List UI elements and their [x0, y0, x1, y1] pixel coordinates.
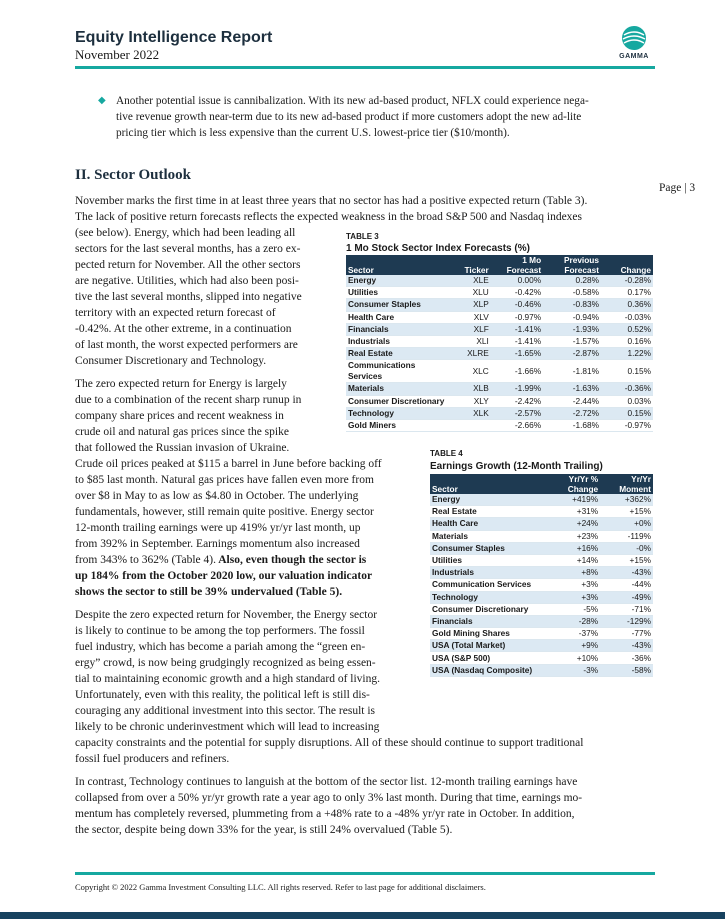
sector-cell: Consumer Discretionary [346, 395, 450, 407]
table4-label: TABLE 4 [430, 449, 463, 458]
table3-header: Change [601, 255, 653, 275]
sector-cell: Communication Services [430, 579, 542, 591]
value-cell: -129% [600, 615, 653, 627]
table3-label: TABLE 3 [346, 232, 379, 241]
table3-header: Previous Forecast [543, 255, 601, 275]
paragraph-line: from 392% in September. Earnings momentum also increased [75, 538, 360, 550]
value-cell: -1.68% [543, 419, 601, 431]
value-cell: +15% [600, 554, 653, 566]
section-heading: II. Sector Outlook [75, 167, 191, 183]
table3-title: 1 Mo Stock Sector Index Forecasts (%) [346, 243, 530, 254]
value-cell: +24% [542, 518, 600, 530]
paragraph-line: sectors for the last several months, has a zero ex- [75, 243, 301, 255]
value-cell: +9% [542, 640, 600, 652]
paragraph-line: the sector, despite being down 33% for the year, is still 24% overvalued (Table 5). [75, 824, 453, 836]
value-cell: XLY [450, 395, 491, 407]
sector-cell: Gold Miners [346, 419, 450, 431]
sector-cell: Technology [346, 407, 450, 419]
value-cell: XLV [450, 311, 491, 323]
bullet-line: pricing tier which is less expensive than the current U.S. lowest-price tier ($10/month). [116, 127, 510, 139]
table-row [346, 275, 653, 287]
table4 [430, 474, 653, 677]
value-cell: 0.52% [601, 323, 653, 335]
table-row [430, 542, 653, 554]
sector-cell: Materials [430, 530, 542, 542]
value-cell: XLK [450, 407, 491, 419]
value-cell: -0.58% [543, 287, 601, 299]
sector-cell: Communications Services [346, 360, 450, 383]
logo-text: GAMMA [619, 53, 649, 60]
sector-cell: Technology [430, 591, 542, 603]
sector-cell: Consumer Discretionary [430, 603, 542, 615]
value-cell: -0.28% [601, 275, 653, 287]
value-cell: -2.44% [543, 395, 601, 407]
paragraph-line: ergy” crowd, is now being grudgingly recognized as being essen- [75, 657, 376, 669]
table3-header: Ticker [450, 255, 491, 275]
value-cell: -2.42% [491, 395, 543, 407]
table-row [346, 360, 653, 383]
value-cell: +362% [600, 494, 653, 506]
value-cell: -1.65% [491, 348, 543, 360]
value-cell: XLU [450, 287, 491, 299]
paragraph-line-bold: shows the sector to still be 39% undervalued (Table 5). [75, 586, 343, 598]
paragraph-line: to $85 last month. Natural gas prices have fallen even more from [75, 474, 374, 486]
value-cell: -2.57% [491, 407, 543, 419]
table-row [430, 615, 653, 627]
value-cell: 1.22% [601, 348, 653, 360]
value-cell: -1.57% [543, 335, 601, 347]
sector-cell: USA (Nasdaq Composite) [430, 664, 542, 676]
value-cell: -0.97% [601, 419, 653, 431]
paragraph-line-bold: up 184% from the October 2020 low, our valuation indicator [75, 570, 373, 582]
value-cell: XLP [450, 299, 491, 311]
table-row [346, 383, 653, 395]
value-cell: -0.03% [601, 311, 653, 323]
paragraph-line: 12-month trailing earnings were up 419% yr/yr last month, up [75, 522, 361, 534]
sector-cell: Real Estate [430, 506, 542, 518]
value-cell: 0.36% [601, 299, 653, 311]
table-row [346, 311, 653, 323]
value-cell: XLC [450, 360, 491, 383]
table-row [346, 287, 653, 299]
paragraph-line: collapsed from over a 50% yr/yr growth rate a year ago to only 3% last month. During that time, earnings mo- [75, 792, 583, 804]
report-title: Equity Intelligence Report [75, 29, 273, 46]
paragraph-line: fuel industry, which has become a pariah among the “green en- [75, 641, 366, 653]
value-cell: -0.97% [491, 311, 543, 323]
paragraph-line: The zero expected return for Energy is largely [75, 378, 287, 390]
value-cell: -5% [542, 603, 600, 615]
value-cell: -0.94% [543, 311, 601, 323]
value-cell: -77% [600, 628, 653, 640]
sector-cell: Health Care [430, 518, 542, 530]
value-cell: XLRE [450, 348, 491, 360]
value-cell: +31% [542, 506, 600, 518]
table-row [430, 591, 653, 603]
value-cell: +16% [542, 542, 600, 554]
value-cell: +15% [600, 506, 653, 518]
value-cell: -0.42% [491, 287, 543, 299]
paragraph-line: company share prices and recent weakness in [75, 410, 284, 422]
value-cell: -1.63% [543, 383, 601, 395]
sector-cell: Financials [346, 323, 450, 335]
value-cell: +0% [600, 518, 653, 530]
paragraph-line: November marks the first time in at least three years that no sector has had a positive expected return (Table 3). [75, 195, 588, 207]
paragraph-line: crude oil and natural gas prices since the spike [75, 426, 289, 438]
paragraph-line: Unfortunately, even with this reality, the political left is still dis- [75, 689, 370, 701]
paragraph-line: capacity constraints and the potential for supply disruptions. All of these should continue to support traditional [75, 737, 584, 749]
table-row [346, 335, 653, 347]
paragraph-line: Despite the zero expected return for November, the Energy sector [75, 609, 378, 621]
sector-cell: Energy [346, 275, 450, 287]
paragraph-line [75, 552, 366, 568]
table4-header: Yr/Yr Moment [600, 474, 653, 494]
table-row [430, 518, 653, 530]
table3-header: Sector [346, 255, 450, 275]
sector-cell: USA (S&P 500) [430, 652, 542, 664]
sector-cell: Financials [430, 615, 542, 627]
value-cell: XLB [450, 383, 491, 395]
table-row [346, 299, 653, 311]
sector-cell: Energy [430, 494, 542, 506]
sector-cell: USA (Total Market) [430, 640, 542, 652]
sector-cell: Gold Mining Shares [430, 628, 542, 640]
table-row [430, 664, 653, 676]
value-cell: -1.99% [491, 383, 543, 395]
paragraph-line: over $8 in May to as low as $4.80 in October. The underlying [75, 490, 359, 502]
report-date: November 2022 [75, 47, 160, 62]
value-cell: -37% [542, 628, 600, 640]
table-row [346, 407, 653, 419]
table3-header: 1 Mo Forecast [491, 255, 543, 275]
value-cell: +3% [542, 591, 600, 603]
value-cell: -43% [600, 567, 653, 579]
value-cell: +3% [542, 579, 600, 591]
sector-cell: Utilities [430, 554, 542, 566]
paragraph-line: are negative. Utilities, which had also been posi- [75, 275, 299, 287]
value-cell: 0.28% [543, 275, 601, 287]
sector-cell: Industrials [346, 335, 450, 347]
sector-cell: Industrials [430, 567, 542, 579]
value-cell: -1.41% [491, 335, 543, 347]
value-cell: 0.03% [601, 395, 653, 407]
diamond-bullet-icon: ◆ [98, 95, 106, 106]
paragraph-line: In contrast, Technology continues to languish at the bottom of the sector list. 12-month trailing earnings have [75, 776, 578, 788]
bullet-line: Another potential issue is cannibalization. With its new ad-based product, NFLX could experience nega- [116, 95, 589, 107]
bottom-bar [0, 912, 725, 919]
table-row [430, 554, 653, 566]
value-cell: -119% [600, 530, 653, 542]
value-cell: +14% [542, 554, 600, 566]
paragraph-line: mentum has completely reversed, plummeting from a +48% rate to a -48% yr/yr rate in October. In addition, [75, 808, 575, 820]
value-cell: -71% [600, 603, 653, 615]
bold-span: Also, even though the sector is [216, 554, 367, 566]
sector-cell: Consumer Staples [346, 299, 450, 311]
paragraph-line: likely to be chronic underinvestment which will lead to increasing [75, 721, 380, 733]
paragraph-line: territory with an expected return forecast of [75, 307, 276, 319]
table4-header: Yr/Yr % Change [542, 474, 600, 494]
footer-divider [75, 872, 655, 875]
value-cell [450, 419, 491, 431]
value-cell: -58% [600, 664, 653, 676]
table4-header: Sector [430, 474, 542, 494]
value-cell: +23% [542, 530, 600, 542]
paragraph-line: Consumer Discretionary and Technology. [75, 355, 267, 367]
paragraph-line: tial to maintaining economic growth and a high standard of living. [75, 673, 381, 685]
table-row [430, 579, 653, 591]
paragraph-line: is likely to continue to be among the top performers. The fossil [75, 625, 365, 637]
table-row [430, 506, 653, 518]
table-row [430, 603, 653, 615]
value-cell: -2.87% [543, 348, 601, 360]
value-cell: -1.93% [543, 323, 601, 335]
value-cell: -44% [600, 579, 653, 591]
paragraph-line: The lack of positive return forecasts reflects the expected weakness in the broad S&P 500 and Nasdaq indexes [75, 211, 583, 223]
value-cell: -0.46% [491, 299, 543, 311]
value-cell: -1.66% [491, 360, 543, 383]
value-cell: -28% [542, 615, 600, 627]
paragraph-line: due to a combination of the recent sharp runup in [75, 394, 302, 406]
value-cell: 0.00% [491, 275, 543, 287]
paragraph-line: Crude oil prices peaked at $115 a barrel in June before backing off [75, 458, 382, 470]
value-cell: XLF [450, 323, 491, 335]
paragraph-line: that followed the Russian invasion of Ukraine. [75, 442, 290, 454]
value-cell: +419% [542, 494, 600, 506]
value-cell: 0.15% [601, 407, 653, 419]
value-cell: 0.16% [601, 335, 653, 347]
paragraph-line: fundamentals, however, still remain quite positive. Energy sector [75, 506, 374, 518]
table-row [430, 494, 653, 506]
paragraph-line: tive the last several months, slipped into negative [75, 291, 302, 303]
table-row [430, 567, 653, 579]
value-cell: -2.66% [491, 419, 543, 431]
value-cell: -1.81% [543, 360, 601, 383]
value-cell: -2.72% [543, 407, 601, 419]
value-cell: XLE [450, 275, 491, 287]
sector-cell: Materials [346, 383, 450, 395]
paragraph-line: fossil fuel producers and refiners. [75, 753, 230, 765]
sector-cell: Real Estate [346, 348, 450, 360]
value-cell: -43% [600, 640, 653, 652]
table-row [346, 348, 653, 360]
table-row [346, 395, 653, 407]
value-cell: -0.83% [543, 299, 601, 311]
value-cell: -3% [542, 664, 600, 676]
value-cell: -0% [600, 542, 653, 554]
header-divider [75, 66, 655, 69]
paragraph-line: -0.42%. At the other extreme, in a continuation [75, 323, 292, 335]
sector-cell: Utilities [346, 287, 450, 299]
table-row [346, 419, 653, 431]
page-number: Page | 3 [659, 182, 696, 194]
copyright-footer: Copyright © 2022 Gamma Investment Consulting LLC. All rights reserved. Refer to last page for additional disclaimers. [75, 882, 486, 892]
value-cell: +10% [542, 652, 600, 664]
value-cell: XLI [450, 335, 491, 347]
value-cell: -1.41% [491, 323, 543, 335]
value-cell: 0.17% [601, 287, 653, 299]
paragraph-span: from 343% to 362% (Table 4). [75, 554, 216, 566]
sector-cell: Consumer Staples [430, 542, 542, 554]
table-row [430, 628, 653, 640]
paragraph-line: pected return for November. All the other sectors [75, 259, 301, 271]
table4-title: Earnings Growth (12-Month Trailing) [430, 461, 603, 472]
table-row [430, 652, 653, 664]
sector-cell: Health Care [346, 311, 450, 323]
value-cell: -49% [600, 591, 653, 603]
bullet-line: tive revenue growth near-term due to its new ad-based product if more customers adopt the new ad-lite [116, 111, 582, 123]
value-cell: 0.15% [601, 360, 653, 383]
value-cell: -0.36% [601, 383, 653, 395]
paragraph-line: couraging any additional investment into this sector. The result is [75, 705, 376, 717]
value-cell: +8% [542, 567, 600, 579]
paragraph-line: of last month, the worst expected performers are [75, 339, 298, 351]
table-row [346, 323, 653, 335]
table3 [346, 255, 653, 432]
value-cell: -36% [600, 652, 653, 664]
table-row [430, 640, 653, 652]
table-row [430, 530, 653, 542]
paragraph-line: (see below). Energy, which had been leading all [75, 227, 296, 239]
